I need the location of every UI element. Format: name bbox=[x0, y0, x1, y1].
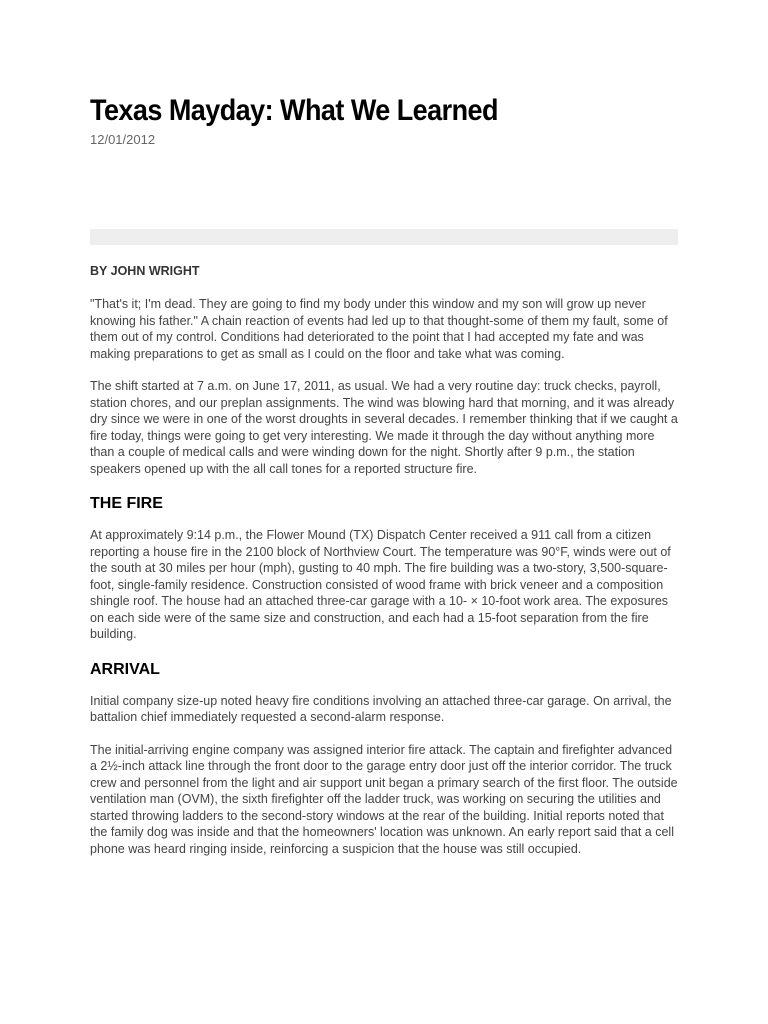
byline: BY JOHN WRIGHT bbox=[90, 264, 200, 278]
paragraph-arrival-1: Initial company size-up noted heavy fire conditions involving an attached three-car garage. On arrival, the battalion chief immediately requested a second-alarm response. bbox=[90, 693, 672, 724]
paragraph-arrival-2: The initial-arriving engine company was assigned interior fire attack. The captain and firefighter advanced a 2½-inch attack line through the front door to the garage entry door just off the interior corridor. The truck crew and personnel from the light and air support unit began a primary search of the first floor. The outside ventilation man (OVM), the sixth firefighter off the ladder truck, was working on securing the utilities and started throwing ladders to the second-story windows at the rear of the building. Initial reports noted that the family dog was inside and that the homeowners' location was unknown. An early report said that a cell phone was heard ringing inside, reinforcing a suspicion that the house was still occupied. bbox=[90, 742, 678, 856]
section-heading-arrival: ARRIVAL bbox=[90, 660, 160, 678]
paragraph-fire-1: At approximately 9:14 p.m., the Flower Mound (TX) Dispatch Center received a 911 call from a citizen reporting a house fire in the 2100 block of Northview Court. The temperature was 90°F, winds were out of the south at 30 miles per hour (mph), gusting to 40 mph. The fire building was a two-story, 3,500-square-foot, single-family residence. Construction consisted of wood frame with brick veneer and a composition shingle roof. The house had an attached three-car garage with a 10- × 10-foot work area. The exposures on each side were of the same size and construction, and each had a 15-foot separation from the fire building. bbox=[90, 528, 671, 641]
section-heading-fire: THE FIRE bbox=[90, 495, 163, 512]
article-title: Texas Mayday: What We Learned bbox=[90, 94, 498, 127]
divider-bar bbox=[90, 229, 678, 245]
article-body bbox=[90, 263, 680, 873]
paragraph-intro-2: The shift started at 7 a.m. on June 17, 2011, as usual. We had a very routine day: truck checks, payroll, station chores, and our preplan assignments. The wind was blowing hard that morning, and it was already dry since we were in one of the worst droughts in several decades. I remember thinking that if we caught a fire today, things were going to get very interesting. We made it through the day without anything more than a couple of medical calls and were winding down for the night. Shortly after 9 p.m., the station speakers opened up with the all call tones for a reported structure fire. bbox=[90, 379, 678, 476]
article-date: 12/01/2012 bbox=[90, 132, 156, 147]
paragraph-intro-1: "That's it; I'm dead. They are going to find my body under this window and my son will grow up never knowing his father." A chain reaction of events had led up to that thought-some of them my fault, some of them out of my control. Conditions had deteriorated to the point that I had accepted my fate and was making preparations to get as small as I could on the floor and take what was coming. bbox=[90, 297, 668, 361]
